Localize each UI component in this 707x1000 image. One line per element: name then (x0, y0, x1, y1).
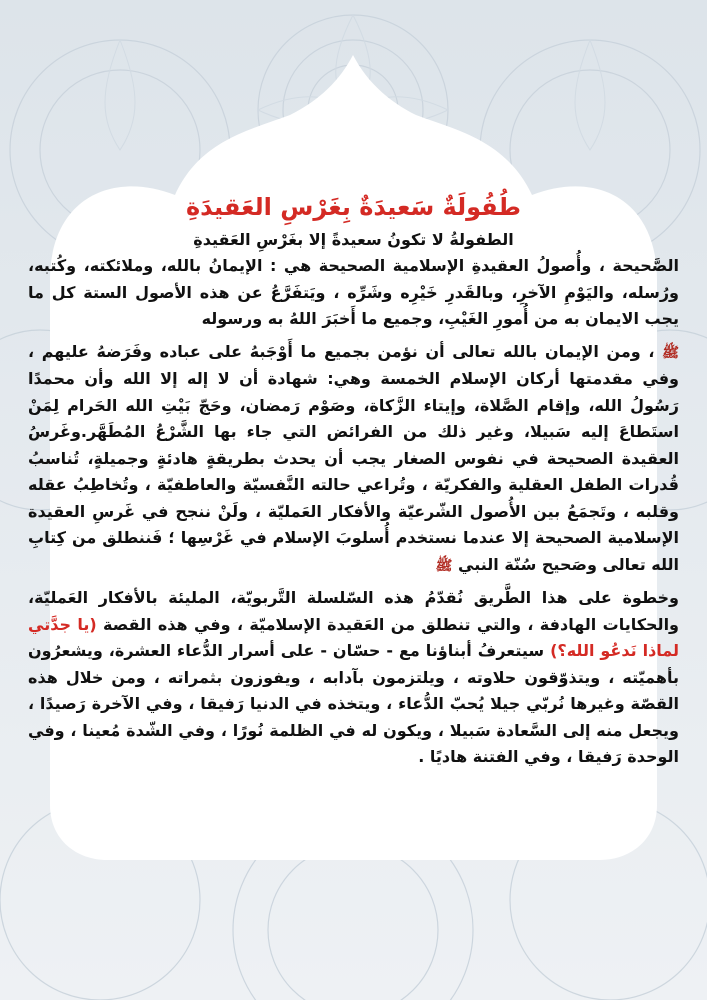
story-title: (يا جدَّتي لماذا نَدعُو الله؟) (28, 614, 680, 660)
page-title: طُفُولَةٌ سَعيدَةٌ بِغَرْسِ العَقيدَةِ (185, 193, 522, 221)
paragraph-2 (28, 339, 679, 580)
lead-line: الطفولةُ لا تكونُ سعيدةً إلا بغَرْسِ العَقيدةِ (193, 230, 514, 249)
paragraph-3-text-a: وخطوة على هذا الطَّريق نُقدّمُ هذه السّلسلة التَّربويّة، المليئة بالأفكار العَمليّة، والحكايات الهادفة ، والتي تنطلق من العَقيدة الإسلاميّة ، وفي هذه القصة (28, 588, 679, 634)
pbuh-symbol: ﷺ (435, 557, 453, 574)
pbuh-symbol: ﷺ (662, 344, 680, 361)
article (28, 190, 679, 777)
paragraph-1: الصَّحيحة ، وأُصولُ العقيدةِ الإسلامية الصحيحة هي : الإيمانُ بالله، وملائكته، وكُتبه، ورُسله، واليَوْمِ الآخرِ، وبالقَدرِ خَيْرِه وشَرِّه ، ويَتفَرَّعُ عن هذه الأصول الستة كل ما يجب الايمان به من أُمورِ الغَيْبِ، وجميع ما أَخبَرَ اللهُ به ورسوله (28, 256, 679, 328)
paragraph-3-text-b: سيتعرفُ أبناؤنا مع - حسّان - على أسرار الدُّعاء العشرة، ويشعرُون بأهميّته ، ويتذوّقون حلاوته ، ويلتزمون بآدابه ، ويفوزون بثمراته ، ومن خلال هذه القصّة وغيرها نُربّي جيلا يُحبّ الدُّعاء ، ويتخذه في الدنيا رَفيقا ، وفي الآخرة رَصيدًا ، ويجعل منه إلى السَّعادة سَبيلا ، ويكون له في الظلمة نُورًا ، وفي الشّدة مُعينا ، وفي الوحدة رَفيقا ، وفي الفتنة هاديًا . (28, 641, 679, 766)
paragraph-3 (28, 585, 679, 771)
paragraph-2-text: ، ومن الإيمان بالله تعالى أن نؤمن بجميع ما أَوْجَبهُ على عباده وفَرَضهُ عليهم ، وفي مقدمتها أركان الإسلام الخمسة وهي: شهادة أن لا إله إلا الله وأن محمدًا رَسُولُ الله، وإقام الصَّلاة، وإيتاء الزَّكاة، وصَوْم رَمضان، وحَجّ بَيْتِ الله الحَرام لِمَنْ استَطاعَ إليه سَبيلا، وغير ذلك من الفرائض التي جاء بها الشَّرْعُ المُطَهَّر.وغَرسُ العقيدة الصحيحة في نفوس الصغار يجب أن يحدث بطريقةٍ هادئةٍ وجميلةٍ، تُناسبُ قُدرات الطفل العقلية والفكريّة ، وتُراعي حالته النَّفسيّة والعاطفيّة ، وتُخاطِبُ عقله وقلبه ، وتَجمَعُ بين الأُصول الشّرعيّة والأفكار العَمليّة ، ولَنْ ننجح في غَرسِ العقيدة الإسلامية الصحيحة إلا عندما نستخدم أُسلوبَ الإسلام في غَرْسِها ؛ فَننطلق من كِتابِ الله تعالى وصَحيح سُنّة النبي (28, 341, 679, 574)
